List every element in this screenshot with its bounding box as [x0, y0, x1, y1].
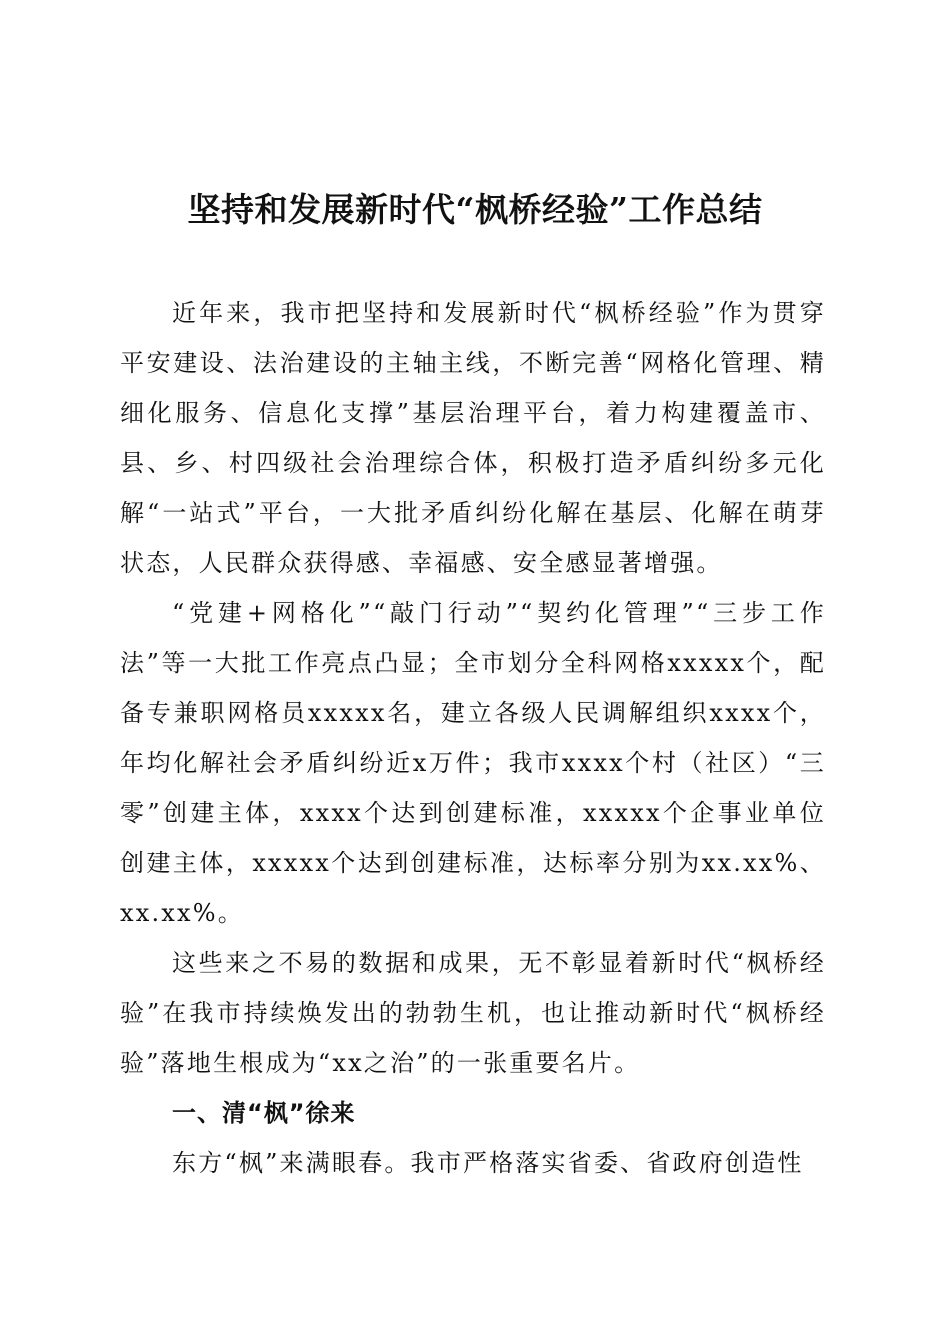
document-title: 坚持和发展新时代“枫桥经验”工作总结: [187, 190, 763, 229]
paragraph-highlights: “党建+网格化”“敲门行动”“契约化管理”“三步工作法”等一大批工作亮点凸显；全市划分全科网格xxxxx个，配备专兼职网格员xxxxx名，建立各级人民调解组织xxxx个，年均化解社会矛盾纠纷近x万件；我市xxxx个村（社区）“三零”创建主体，xxxx个达到创建标准，xxxxx个企事业单位创建主体，xxxxx个达到创建标准，达标率分别为xx.xx%、xx.xx%。: [120, 599, 826, 927]
document-body: [120, 288, 826, 1188]
paragraph-intro: 近年来，我市把坚持和发展新时代“枫桥经验”作为贯穿平安建设、法治建设的主轴主线，不断完善“网格化管理、精细化服务、信息化支撑”基层治理平台，着力构建覆盖市、县、乡、村四级社会治理综合体，积极打造矛盾纠纷多元化解“一站式”平台，一大批矛盾纠纷化解在基层、化解在萌芽状态，人民群众获得感、幸福感、安全感显著增强。: [120, 299, 826, 577]
section-heading: 一、清“枫”徐来: [172, 1099, 356, 1127]
paragraph-section-one: 东方“枫”来满眼春。我市严格落实省委、省政府创造性: [172, 1149, 804, 1177]
paragraph-achievements: 这些来之不易的数据和成果，无不彰显着新时代“枫桥经验”在我市持续焕发出的勃勃生机，也让推动新时代“枫桥经验”落地生根成为“xx之治”的一张重要名片。: [120, 949, 826, 1077]
